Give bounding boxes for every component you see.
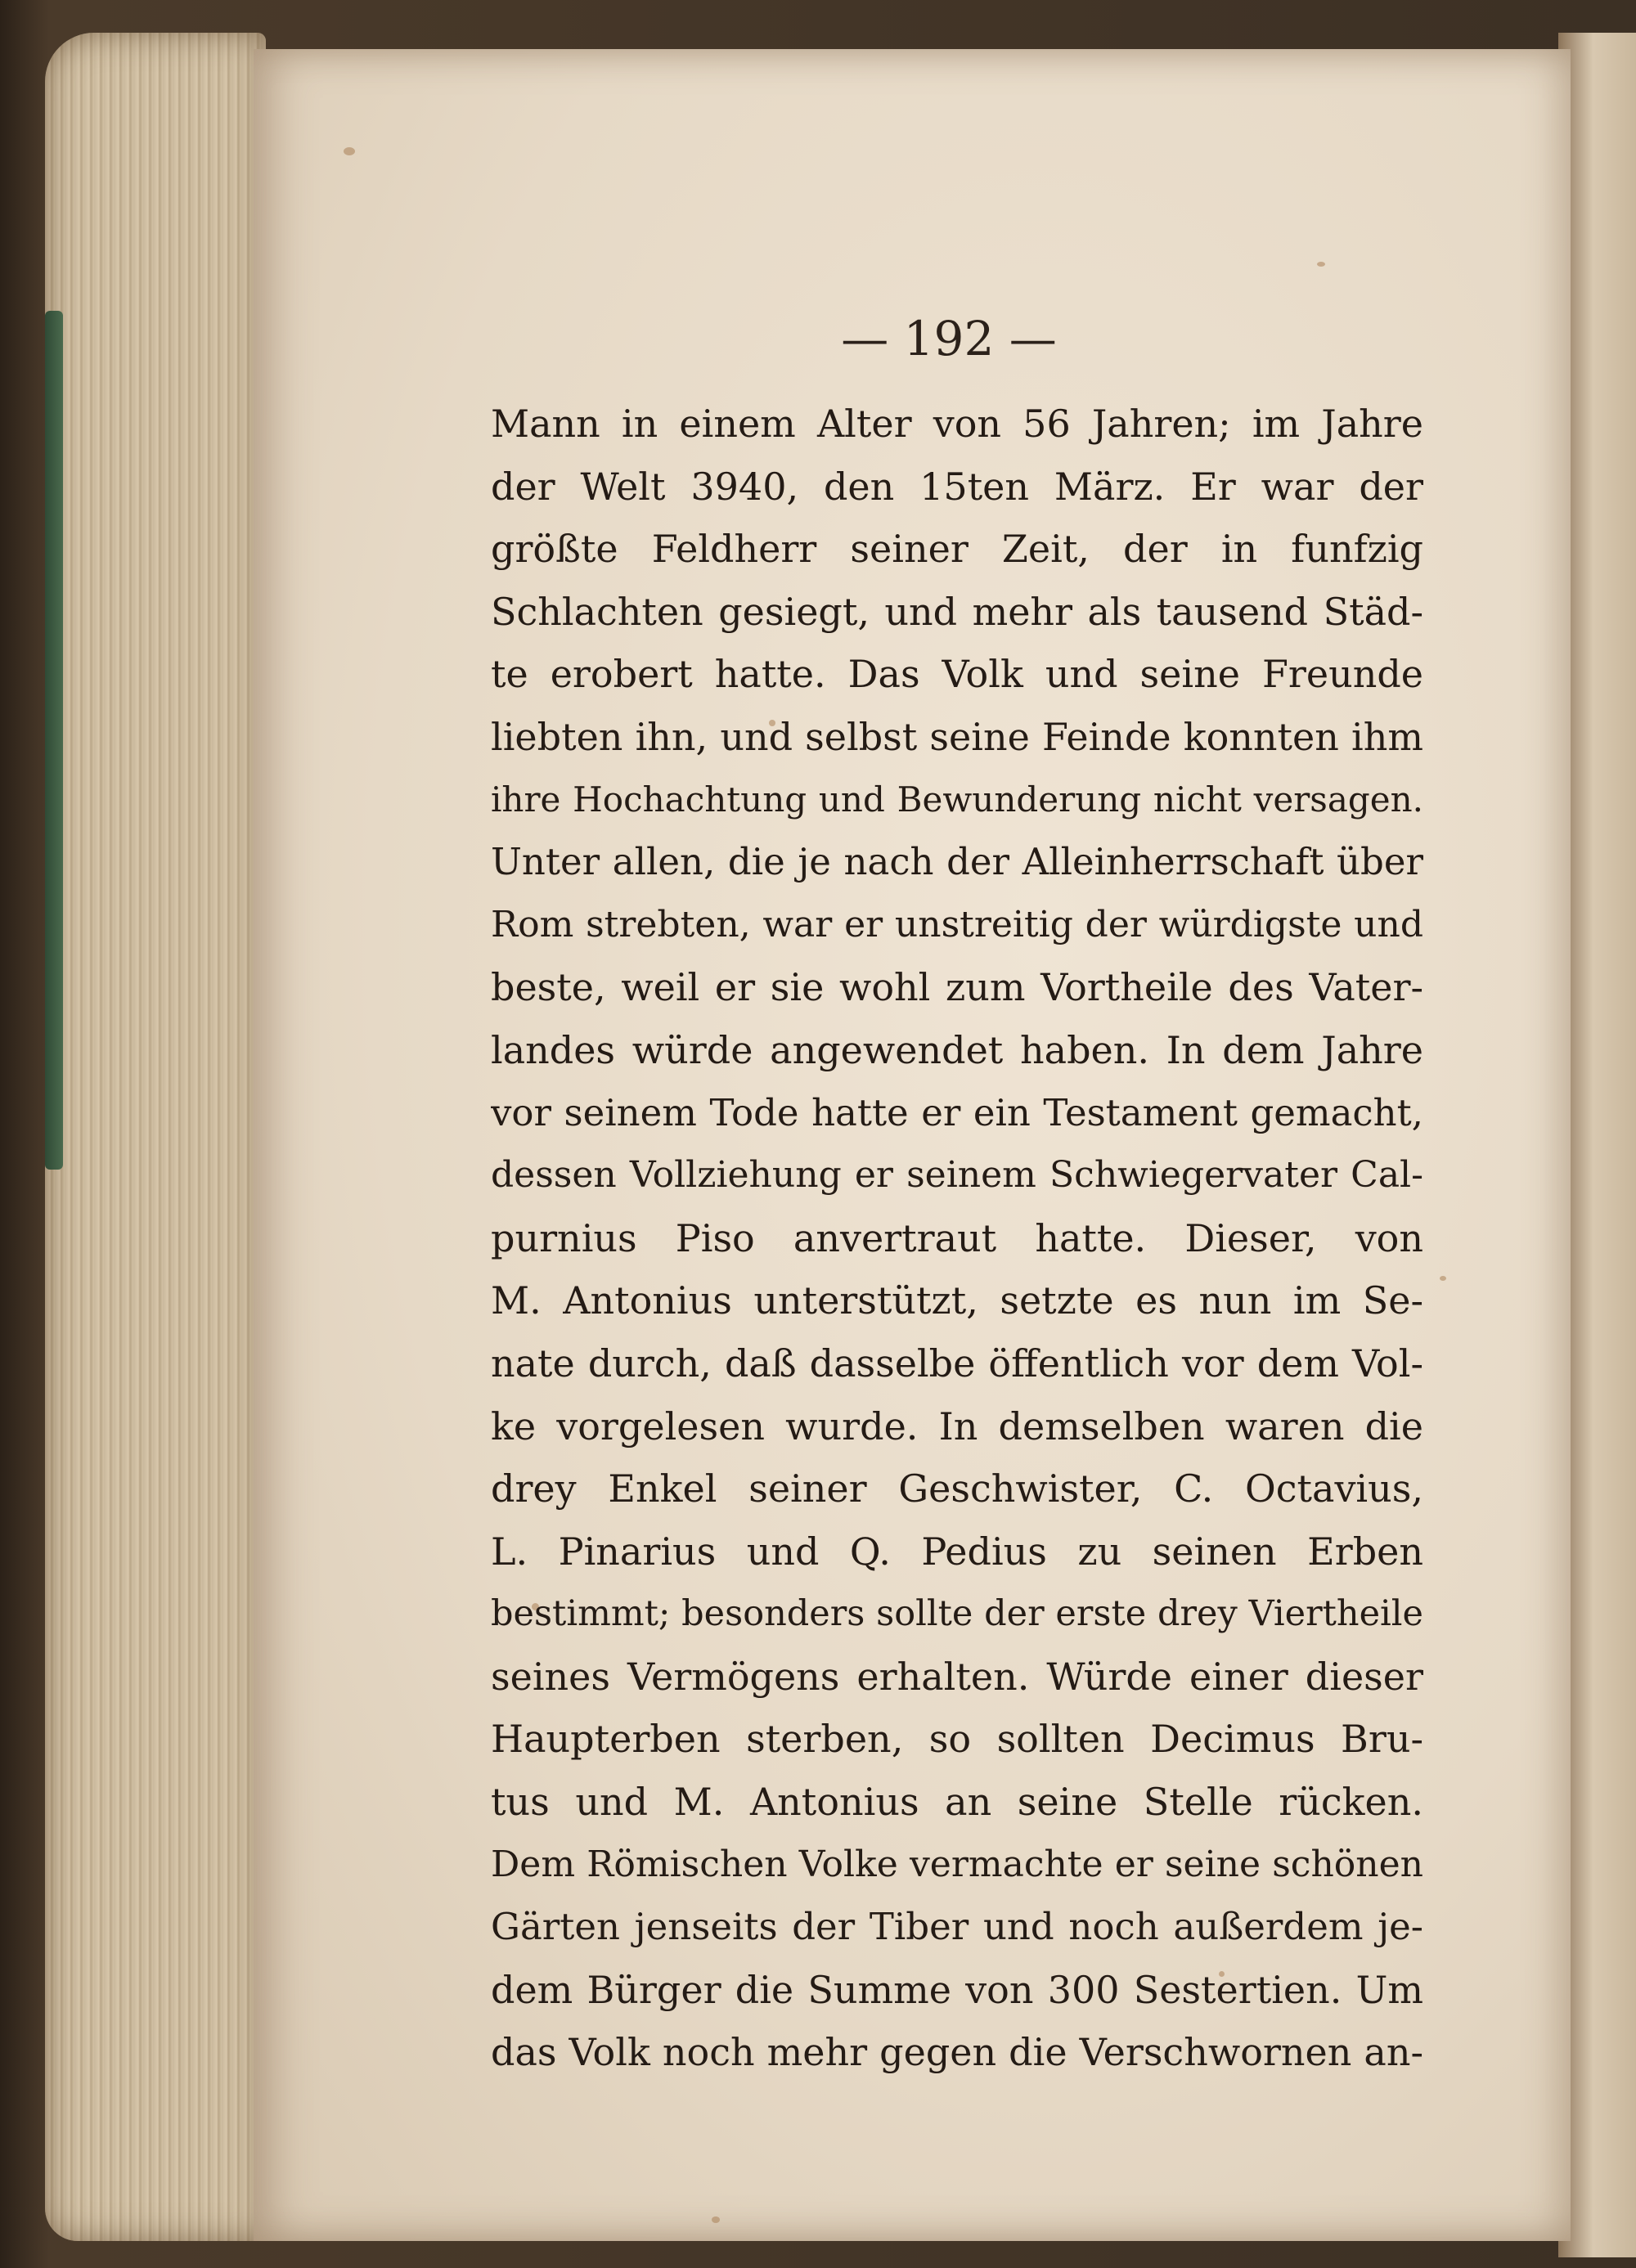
book-cover-edge: [45, 311, 63, 1170]
book-page-edges: [45, 33, 266, 2241]
text-line: L. Pinarius und Q. Pedius zu seinen Erben: [491, 1529, 1423, 1574]
text-line: beste, weil er sie wohl zum Vortheile des Vater-: [491, 965, 1423, 1010]
text-line: dem Bürger die Summe von 300 Sestertien. Um: [491, 1967, 1423, 2012]
text-line: bestimmt; besonders sollte der erste drey Viertheile: [491, 1593, 1423, 1635]
text-line: dessen Vollziehung er seinem Schwiegervater Cal-: [491, 1154, 1423, 1197]
text-line: nate durch, daß dasselbe öffentlich vor dem Vol-: [491, 1341, 1423, 1386]
text-line: der Welt 3940, den 15ten März. Er war der: [491, 464, 1423, 509]
text-line: liebten ihn, und selbst seine Feinde konnten ihm: [491, 714, 1423, 759]
text-line: Gärten jenseits der Tiber und noch außerdem je-: [491, 1905, 1423, 1949]
text-line: ke vorgelesen wurde. In demselben waren die: [491, 1403, 1423, 1448]
text-line: Haupterben sterben, so sollten Decimus Bru-: [491, 1717, 1423, 1762]
text-line: purnius Piso anvertraut hatte. Dieser, von: [491, 1215, 1423, 1260]
text-line: drey Enkel seiner Geschwister, C. Octavius,: [491, 1466, 1423, 1511]
text-line: landes würde angewendet haben. In dem Jahre: [491, 1027, 1423, 1072]
page-number: — 192 —: [841, 311, 1057, 366]
text-line: seines Vermögens erhalten. Würde einer dieser: [491, 1654, 1423, 1699]
text-line: größte Feldherr seiner Zeit, der in funfzig: [491, 527, 1423, 572]
text-line: Mann in einem Alter von 56 Jahren; im Jahre: [491, 402, 1423, 446]
text-line: Schlachten gesiegt, und mehr als tausend Städ-: [491, 589, 1423, 634]
text-line: M. Antonius unterstützt, setzte es nun im Se-: [491, 1278, 1423, 1323]
text-line: te erobert hatte. Das Volk und seine Freunde: [491, 652, 1423, 697]
text-line: vor seinem Tode hatte er ein Testament gemacht,: [491, 1090, 1423, 1134]
body-text: [491, 393, 1423, 2084]
text-line: Rom strebten, war er unstreitig der würdigste und: [491, 903, 1423, 945]
text-line: Unter allen, die je nach der Alleinherrschaft über: [491, 840, 1423, 884]
text-line: ihre Hochachtung und Bewunderung nicht versagen.: [491, 779, 1423, 820]
text-line: Dem Römischen Volke vermachte er seine schönen: [491, 1843, 1423, 1885]
text-line: tus und M. Antonius an seine Stelle rücken.: [491, 1780, 1423, 1825]
text-line: das Volk noch mehr gegen die Verschwornen an-: [491, 2030, 1423, 2075]
